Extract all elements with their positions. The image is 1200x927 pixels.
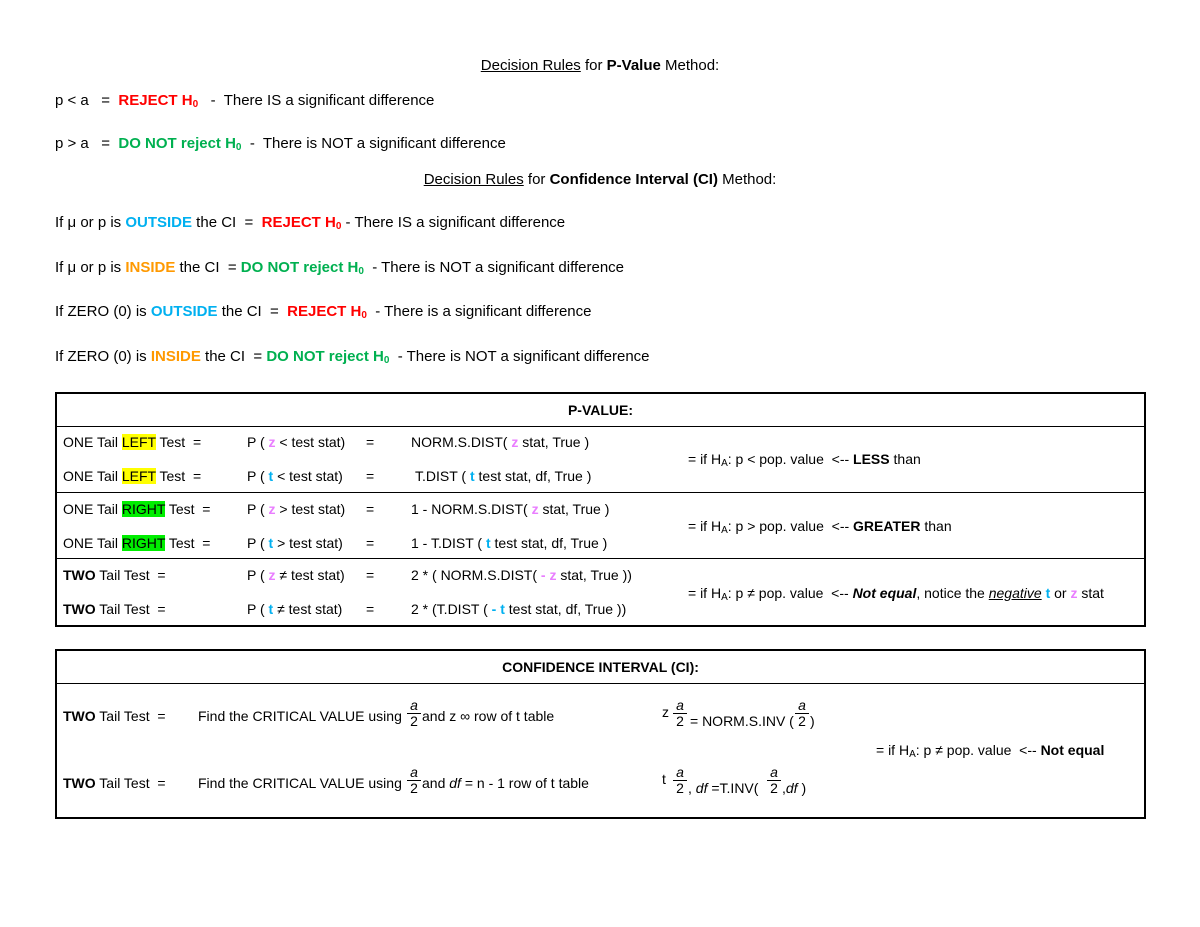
ci-header-divider [55,683,1146,684]
equals-sign: = [366,434,375,450]
equals-sign: = [366,501,375,517]
note-greater-than: = if $H_A$: p > pop. value <-- GREATER than [688,518,952,536]
critical-value-source: and df = n - 1 row of t table [422,775,589,791]
test-label: TWO Tail Test = [63,775,166,791]
probability-expr: P ( z ≠ test stat) [247,567,345,583]
excel-formula: NORM.S.DIST( z stat, True ) [411,434,590,450]
alpha-over-two: a 2 [672,765,688,796]
test-label: ONE Tail RIGHT Test = [63,501,211,517]
probability-expr: P ( t > test stat) [247,535,343,551]
critical-value-source: and z ∞ row of t table [422,708,555,724]
ci-rule-mu-outside: If μ or p is OUTSIDE the CI = REJECT $H_0$ - There IS a significant difference [55,214,566,232]
probability-expr: P ( t < test stat) [247,468,343,484]
test-label: TWO Tail Test = [63,708,166,724]
pvalue-rule-do-not-reject: p > a = DO NOT reject $H_0$ - There is NOT a significant difference [55,135,506,153]
pvalue-rule-reject: p < a = REJECT $H_0$ - There IS a significant difference [55,92,435,110]
probability-expr: P ( t ≠ test stat) [247,601,343,617]
excel-formula: 1 - NORM.S.DIST( z stat, True ) [411,501,610,517]
excel-formula: 2 * (T.DIST ( - t test stat, df, True )) [411,601,627,617]
test-label: ONE Tail LEFT Test = [63,468,202,484]
excel-formula: T.DIST ( t test stat, df, True ) [415,468,592,484]
excel-formula: 1 - T.DIST ( t test stat, df, True ) [411,535,608,551]
critical-value-instruction: Find the CRITICAL VALUE using [198,708,406,724]
equals-sign: = [366,601,375,617]
alpha-over-two: a 2 [406,765,422,796]
alpha-over-two: a 2 [794,698,810,729]
critical-formula-close: ,df ) [782,780,807,796]
test-label: TWO Tail Test = [63,601,166,617]
alpha-over-two: a 2 [766,765,782,796]
probability-expr: P ( z > test stat) [247,501,346,517]
excel-formula: 2 * ( NORM.S.DIST( - z stat, True )) [411,567,632,583]
alpha-over-two: a 2 [672,698,688,729]
pvalue-right-divider [55,558,1146,559]
pvalue-left-divider [55,492,1146,493]
probability-expr: P ( z < test stat) [247,434,346,450]
ci-rules-title: Decision Rules for Confidence Interval (CI) Method: [423,171,777,188]
equals-sign: = [366,468,375,484]
critical-var: t [662,771,666,787]
ci-rule-zero-inside: If ZERO (0) is INSIDE the CI = DO NOT reject $H_0$ - There is NOT a significant difference [55,348,650,366]
pvalue-table-header: P-VALUE: [567,402,634,418]
ci-rule-zero-outside: If ZERO (0) is OUTSIDE the CI = REJECT $H_0$ - There is a significant difference [55,303,592,321]
ci-note-not-equal: = if $H_A$: p ≠ pop. value <-- Not equal [876,742,1105,760]
test-label: TWO Tail Test = [63,567,166,583]
ci-table-header: CONFIDENCE INTERVAL (CI): [502,659,699,675]
critical-formula: = NORM.S.INV ( [690,713,794,729]
note-not-equal: = if $H_A$: p ≠ pop. value <-- Not equal, notice the negative t or z stat [688,585,1104,603]
equals-sign: = [366,535,375,551]
ci-rule-mu-inside: If μ or p is INSIDE the CI = DO NOT reject $H_0$ - There is NOT a significant difference [55,259,625,277]
equals-sign: = [366,567,375,583]
critical-value-instruction: Find the CRITICAL VALUE using [198,775,406,791]
pvalue-rules-title: Decision Rules for P-Value Method: [480,57,720,74]
critical-formula-close: ) [810,713,815,729]
critical-formula: , df =T.INV( [688,780,763,796]
note-less-than: = if $H_A$: p < pop. value <-- LESS than [688,451,921,469]
test-label: ONE Tail LEFT Test = [63,434,202,450]
test-label: ONE Tail RIGHT Test = [63,535,211,551]
pvalue-header-divider [55,426,1146,427]
alpha-over-two: a 2 [406,698,422,729]
critical-var: z [662,704,669,720]
